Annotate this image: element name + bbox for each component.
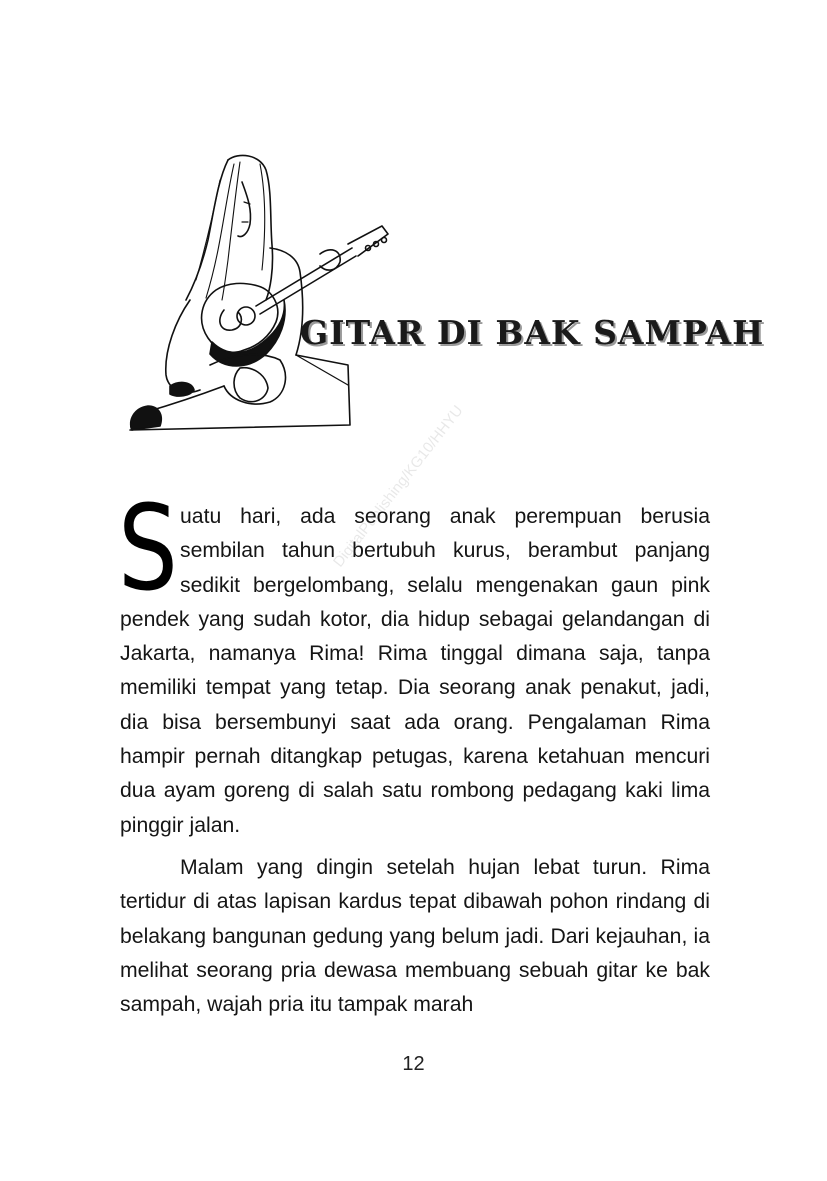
paragraph-2: Malam yang dingin setelah hujan lebat turun. Rima tertidur di atas lapisan kardus tepat dibawah pohon rindang di belakang bangunan gedung yang belum jadi. Dari kejauhan, ia melihat seorang pria dewasa membuang sebuah gitar ke bak sampah, wajah pria itu tampak marah bbox=[120, 855, 710, 1017]
watermark: DigitalPublishing/KG10/HHYU bbox=[330, 402, 467, 571]
paragraph-1-text: uatu hari, ada seorang anak perempuan berusia sembilan tahun bertubuh kurus, berambut panjang sedikit bergelombang, selalu mengenakan gaun pink pendek yang sudah kotor, dia hidup sebagai gelandangan di Jakarta, namanya Rima! Rima tinggal dimana saja, tanpa memiliki tempat yang tetap. Dia seorang anak penakut, jadi, dia bisa bersembunyi saat ada orang. Pengalaman Rima hampir pernah ditangkap petugas, karena ketahuan mencuri dua ayam goreng di salah satu rombong pedagang kaki lima pinggir jalan. bbox=[120, 505, 710, 837]
drop-cap: S bbox=[118, 479, 178, 617]
page-number: 12 bbox=[402, 1053, 425, 1075]
girl-with-guitar-illustration bbox=[120, 150, 400, 435]
chapter-title: GITAR DI BAK SAMPAH bbox=[300, 313, 765, 352]
